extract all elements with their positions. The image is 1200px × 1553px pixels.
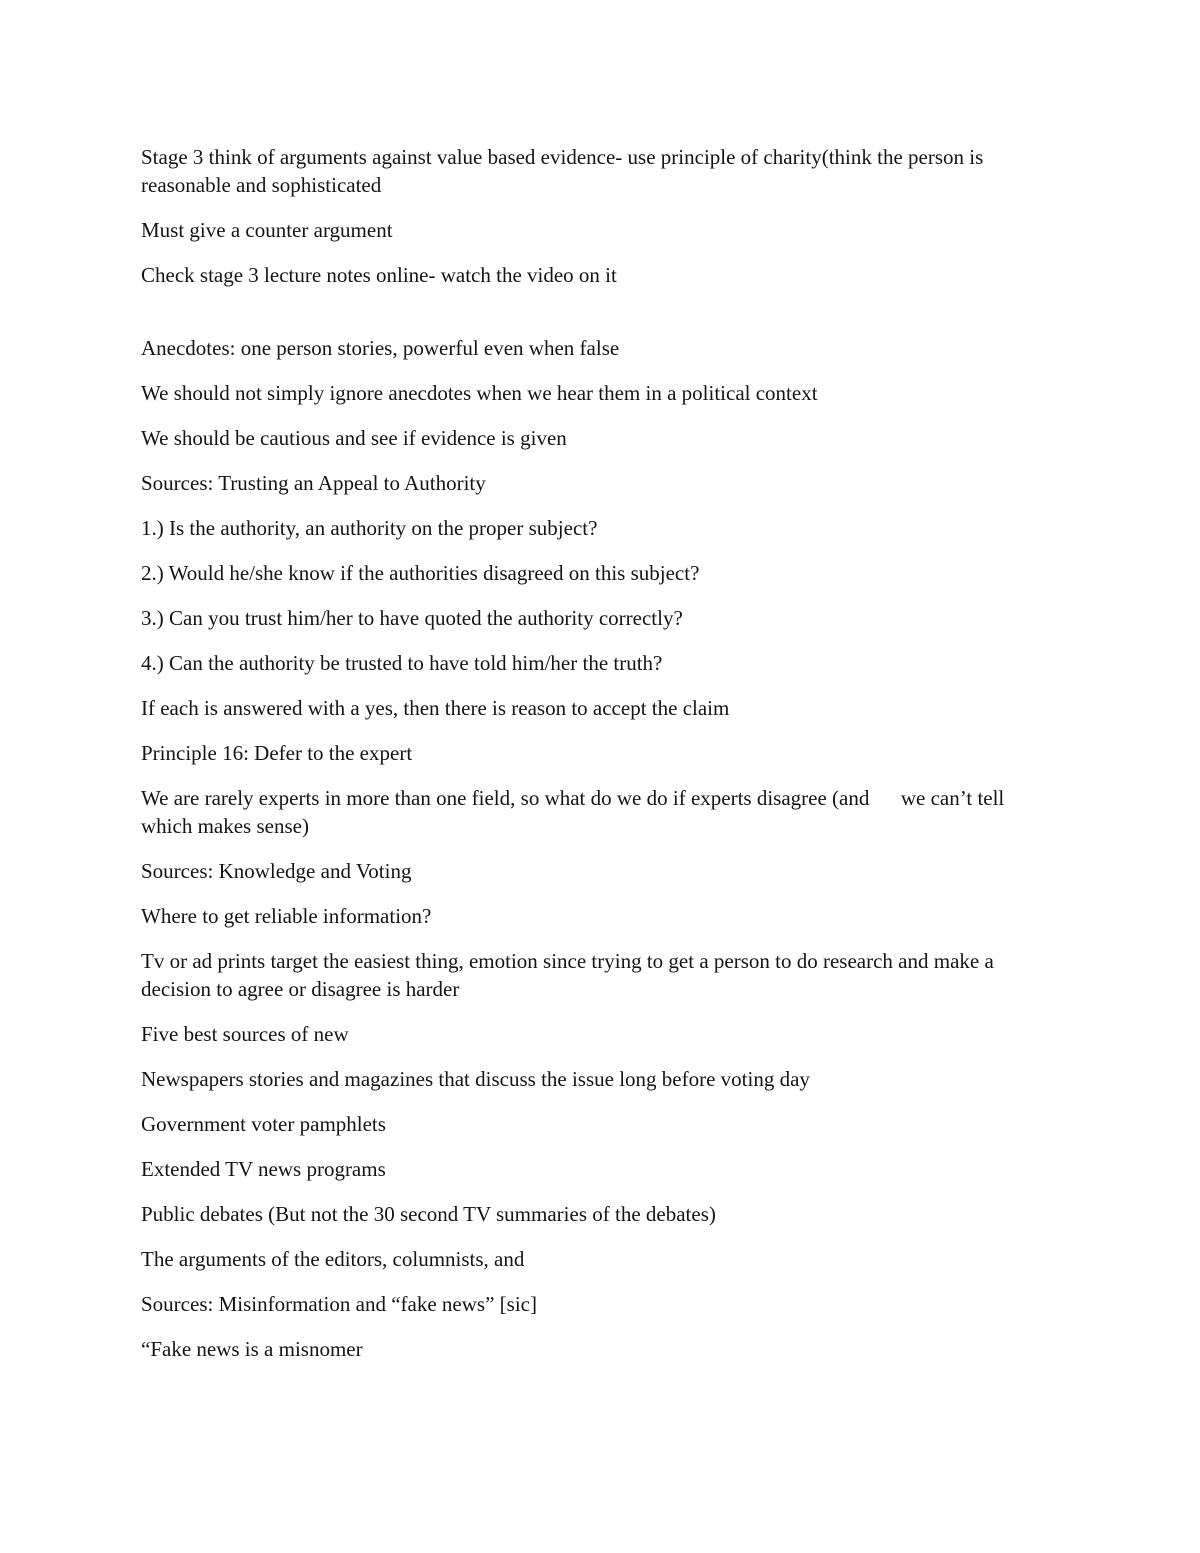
paragraph-five-best-sources: Five best sources of new <box>141 1022 349 1046</box>
heading-knowledge-and-voting: Sources: Knowledge and Voting <box>141 859 412 883</box>
paragraph-lecture-notes: Check stage 3 lecture notes online- watch the video on it <box>141 263 617 287</box>
paragraph-fake-news-misnomer: “Fake news is a misnomer <box>141 1337 363 1361</box>
list-item-question-1: 1.) Is the authority, an authority on the proper subject? <box>141 516 598 540</box>
list-item-question-3: 3.) Can you trust him/her to have quoted the authority correctly? <box>141 606 683 630</box>
paragraph-ignore-anecdotes: We should not simply ignore anecdotes when we hear them in a political context <box>141 381 818 405</box>
list-item-editors-columnists: The arguments of the editors, columnists, and <box>141 1247 525 1271</box>
paragraph-counter-argument: Must give a counter argument <box>141 218 393 242</box>
heading-misinformation: Sources: Misinformation and “fake news” [sic] <box>141 1292 537 1316</box>
document-body <box>141 143 1041 1380</box>
paragraph-experts-disagree: We are rarely experts in more than one field, so what do we do if experts disagree (and we can’t tell which makes sense) <box>141 786 1010 838</box>
paragraph-stage-3: Stage 3 think of arguments against value based evidence- use principle of charity(think the person is reasonable and sophisticated <box>141 145 989 197</box>
list-item-newspapers: Newspapers stories and magazines that discuss the issue long before voting day <box>141 1067 810 1091</box>
list-item-tv-news: Extended TV news programs <box>141 1157 386 1181</box>
paragraph-anecdotes: Anecdotes: one person stories, powerful even when false <box>141 336 620 360</box>
list-item-public-debates: Public debates (But not the 30 second TV summaries of the debates) <box>141 1202 716 1226</box>
list-item-voter-pamphlets: Government voter pamphlets <box>141 1112 386 1136</box>
list-item-question-2: 2.) Would he/she know if the authorities disagreed on this subject? <box>141 561 700 585</box>
paragraph-accept-claim: If each is answered with a yes, then there is reason to accept the claim <box>141 696 730 720</box>
heading-appeal-to-authority: Sources: Trusting an Appeal to Authority <box>141 471 486 495</box>
heading-principle-16: Principle 16: Defer to the expert <box>141 741 413 765</box>
paragraph-reliable-information: Where to get reliable information? <box>141 904 432 928</box>
paragraph-tv-ad-prints: Tv or ad prints target the easiest thing, emotion since trying to get a person to do research and make a decision to agree or disagree is harder <box>141 949 1000 1001</box>
list-item-question-4: 4.) Can the authority be trusted to have told him/her the truth? <box>141 651 663 675</box>
paragraph-be-cautious: We should be cautious and see if evidence is given <box>141 426 567 450</box>
